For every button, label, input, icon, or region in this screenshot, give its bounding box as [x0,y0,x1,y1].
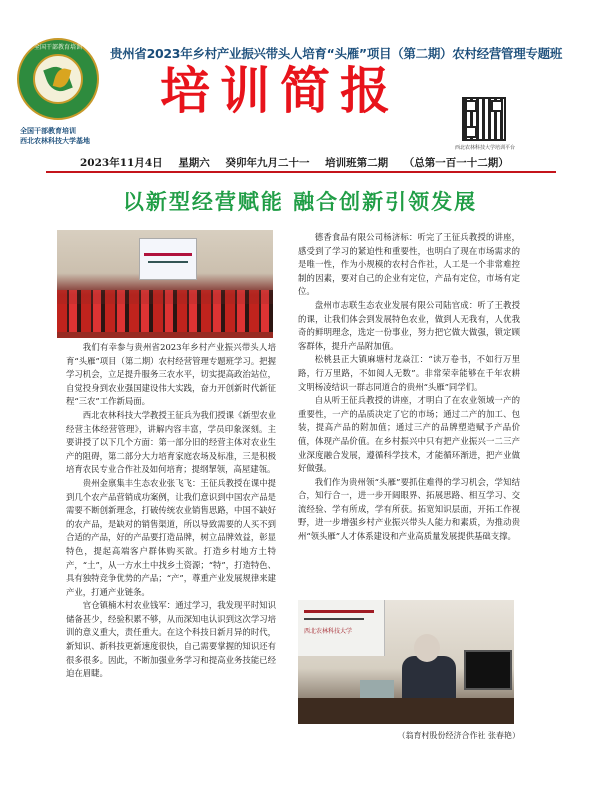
screen-line [304,618,364,620]
qr-caption: 西北农林科技大学培训平台 [455,145,516,151]
monitor [464,650,512,690]
header-divider [46,171,556,173]
logo-caption-line-2: 西北农林科技大学基地 [20,137,90,145]
classroom-photo [57,230,273,338]
speaker-head [414,634,440,662]
dateline [80,155,540,170]
issue-lunar-date: 癸卯年九月二十一 [225,157,310,169]
screen-line [148,261,188,263]
desk [298,698,514,724]
paragraph: 德香食品有限公司杨济标：听完了王征兵教授的讲座，感受到了学习的紧迫性和重要性，也明白了现在市场需求的是唯一性，作为小规模的农村合作社，人工是一个非常难控制的因素，要对自己的企业有定位，产品有定位，市场有定位。 [298,232,520,297]
qr-code [462,97,506,141]
screen-caption: 西北农林科技大学 [304,628,353,635]
screen-line [304,610,374,613]
laptop [360,680,394,700]
issue-date: 2023年11月4日 [80,157,163,169]
issue-total: （总第一百一十二期） [403,157,509,169]
projector-screen [139,238,197,280]
paragraph: 我们有幸参与贵州省2023年乡村产业振兴带头人培育“头雁”项目（第二期）农村经营管理专题班学习。把握学习机会，立足提升服务三农水平，切实提高政治站位，自觉投身到农业强国建设伟大实践，奋力开创新时代新征程“三农”工作新局面。 [66,342,276,407]
presentation-screen [298,600,385,656]
paragraph: 贵州金禀集丰生态农业张飞飞：王征兵教授在课中提到几个农产品营销成功案例，让我们意识到中国农产品是需要不断创新理念，打破传统农业销售思路，中国不缺好的农产品，是缺对的销售渠道，所以导致需要的人买不到合适的产品，好的产品要打造品牌，树立品牌效益，彰显特色，提起高端客户群体购买欲。打造乡村地方土特产，“土”，从一方水土中找乡土资源；“特”，打造特色、具有独特竞争优势的产品；“产”，尊重产业发展规律来建产业，打通产业链条。 [66,477,276,597]
lecture-photo [298,600,514,724]
screen-line [144,253,192,256]
paragraph: 松桃县正大镇麻塘村龙焱江：“读万卷书，不如行万里路，行万里路，不如阅人无数”。非常荣幸能够在千年农耕文明杨凌结识一群志同道合的贵州“头雁”同学们。 [298,354,520,392]
qr-finder-icon [465,100,477,112]
article-headline: 以新型经营赋能 融合创新引领发展 [122,189,478,214]
audience-row [57,304,273,318]
qr-finder-icon [491,100,503,112]
paragraph: 我们作为贵州领“头雁”要抓住难得的学习机会，学知结合，知行合一，进一步开阔眼界、拓展思路、相互学习、交流经验、学有所成，学有所获。拓宽知识层面，开拓工作视野，进一步增强乡村产业振兴带头人能力和素质，为推动贵州“领头雁”人才体系建设和产业高质量发展提供基础支撑。 [298,476,520,542]
paragraph: 盘州市志联生态农业发展有限公司陆官成：听了王教授的课，让我们体会到发展特色农业，做到人无我有，人优我奇的鲜明理念，选定一份事业，努力把它做大做强，锁定顾客群体，提升产品附加值。 [298,299,520,351]
paragraph: 官仓镇楠木村农业钱军：通过学习，我发现平时知识储备甚少，经验积累不够，从而深知电认识到这次学习培训的意义重大，责任重大。在这个科技日新月异的时代，新知识、新科技更新速度很快，自己需要掌握的知识还有很多很多。因此，不断加强业务学习和提高业务技能已经迫在眉睫。 [66,600,276,679]
logo-caption [20,126,130,146]
masthead-title: 培训简报 [160,62,400,120]
paragraph: 自从听王征兵教授的讲座，才明白了在农业领域一产的重要性，一产的品质决定了它的市场；通过二产的加工、包装，提高产品的附加值；通过三产的品牌塑造赋予产品价值，体现产品价值。在乡村振兴中只有把产业振兴一二三产业深度融合发展，遵循科学技术，才能循环渐进，把产业做好做强。 [298,395,520,474]
right-column [298,231,520,544]
qr-finder-icon [465,126,477,138]
institution-logo [17,38,99,120]
author-credit: （翁育村股份经济合作社 张春艳） [397,731,520,740]
logo-ring-text: 全国干部教育培训 [33,44,82,51]
left-column [66,341,276,681]
speaker-figure [402,656,456,702]
issue-weekday: 星期六 [178,157,210,169]
audience-row [57,290,273,304]
project-title: 贵州省2023年乡村产业振兴带头人培育“头雁”项目（第二期）农村经营管理专题班 [110,46,563,61]
paragraph: 西北农林科技大学教授王征兵为我们授课《新型农业经营主体经营管理》，讲解内容丰富，学员印象深刻。主要讲授了以下几个方面：第一部分旧的经营主体对农业生产的阻碍，第二部分大力培育家庭农场及标准，三是积极培育农民专业合作社及如何培育；提纲挈领，高屋建瓴。 [66,409,276,475]
issue-number: 培训班第二期 [325,157,389,169]
logo-caption-line-1: 全国干部教育培训 [20,127,76,135]
audience-row [57,318,273,332]
logo-emblem [33,54,83,104]
